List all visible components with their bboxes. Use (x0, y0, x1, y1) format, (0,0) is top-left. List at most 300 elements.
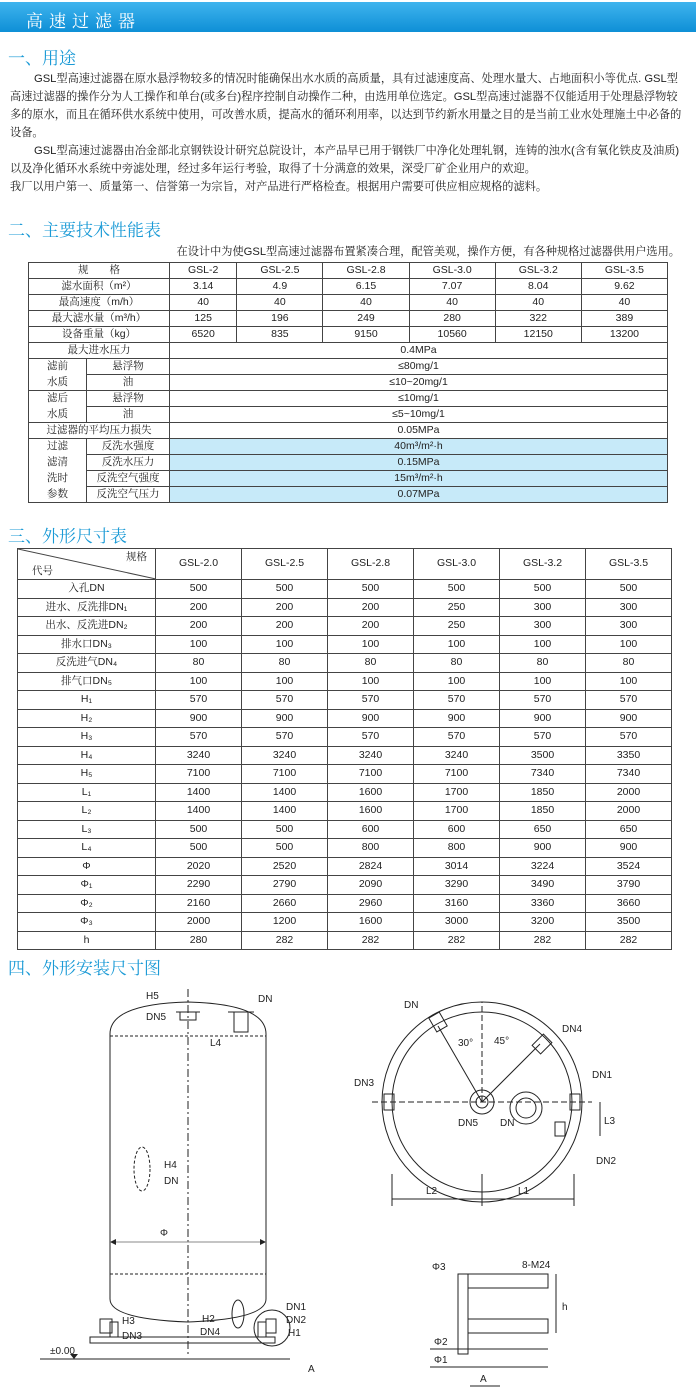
table-cell: 80 (242, 654, 328, 673)
label-dn: DN (258, 994, 273, 1005)
table-cell: 570 (586, 728, 672, 747)
row-label: 最大滤水量（m³/h） (29, 311, 170, 327)
table-cell: 650 (500, 820, 586, 839)
vessel-side-view (40, 989, 290, 1359)
table-cell: 900 (586, 839, 672, 858)
dn-nozzle-top (429, 1012, 447, 1032)
table-cell: 2290 (156, 876, 242, 895)
table-cell: 125 (170, 311, 237, 327)
table-cell: 12150 (495, 327, 581, 343)
corner-code-label: 代号 (32, 565, 53, 577)
table-cell: 3490 (500, 876, 586, 895)
table-row (18, 549, 672, 580)
table-cell: 900 (500, 839, 586, 858)
table-row (18, 765, 672, 784)
table-row (18, 839, 672, 858)
dn1-nozzle (266, 1319, 276, 1333)
table-cell: 1850 (500, 802, 586, 821)
table-cell: 282 (586, 931, 672, 950)
detail-column (458, 1274, 468, 1354)
label-dn5-top: DN5 (458, 1118, 479, 1129)
table-cell: 3000 (414, 913, 500, 932)
table-cell: 100 (414, 672, 500, 691)
table-cell: 1600 (328, 913, 414, 932)
model-header: GSL-3.5 (581, 263, 667, 279)
table-cell: 322 (495, 311, 581, 327)
table-cell: 2824 (328, 857, 414, 876)
label-h4: H4 (164, 1160, 177, 1171)
table-cell: 2090 (328, 876, 414, 895)
row-label: 排气口DN₅ (18, 672, 156, 691)
table-cell: 9.62 (581, 279, 667, 295)
label-h: h (562, 1302, 568, 1313)
support-leg-left (110, 1322, 118, 1337)
table-cell: 100 (500, 635, 586, 654)
row-label: 油 (87, 407, 170, 423)
title-bar (0, 2, 696, 32)
table-cell: 0.07MPa (170, 487, 668, 503)
table-cell: 900 (500, 709, 586, 728)
group-label: 滤清 (29, 455, 87, 471)
row-label: h (18, 931, 156, 950)
row-label: L₂ (18, 802, 156, 821)
row-label: 反洗水压力 (87, 455, 170, 471)
label-phi3: Φ3 (432, 1262, 446, 1273)
label-l1: L1 (518, 1186, 530, 1197)
label-bolt: 8-M24 (522, 1260, 551, 1271)
table-cell: 6.15 (323, 279, 409, 295)
table-row (29, 471, 668, 487)
table-row (18, 931, 672, 950)
table-row (29, 295, 668, 311)
corner-header (18, 549, 156, 580)
label-l2: L2 (426, 1186, 438, 1197)
label-dn-top-2: DN (500, 1118, 515, 1129)
table-cell: 570 (500, 728, 586, 747)
group-label: 洗时 (29, 471, 87, 487)
table-cell: 900 (242, 709, 328, 728)
table-cell: 7340 (586, 765, 672, 784)
model-header: GSL-2.0 (156, 549, 242, 580)
label-dn2: DN2 (286, 1315, 307, 1326)
section2-heading: 二、主要技术性能表 (8, 221, 161, 241)
table-cell: 570 (328, 691, 414, 710)
dimension-table (17, 548, 672, 950)
table-cell: 100 (586, 635, 672, 654)
table-cell: 200 (328, 617, 414, 636)
table-row (29, 343, 668, 359)
row-label: Φ (18, 857, 156, 876)
row-label: L₃ (18, 820, 156, 839)
table-cell: 500 (242, 820, 328, 839)
group-label: 过滤 (29, 439, 87, 455)
row-label: 反洗进气DN₄ (18, 654, 156, 673)
label-dn5: DN5 (146, 1012, 167, 1023)
table-row (29, 359, 668, 375)
table-cell: 282 (328, 931, 414, 950)
table-cell: 3014 (414, 857, 500, 876)
table-cell: 570 (242, 691, 328, 710)
table-cell: 0.4MPa (170, 343, 668, 359)
table-cell: ≤80mg/1 (170, 359, 668, 375)
table-cell: 3524 (586, 857, 672, 876)
table-cell: 389 (581, 311, 667, 327)
table-cell: 7100 (414, 765, 500, 784)
table-row (18, 672, 672, 691)
label-dn4-top: DN4 (562, 1024, 583, 1035)
table-cell: 2160 (156, 894, 242, 913)
table-cell: 570 (586, 691, 672, 710)
label-dn-top: DN (404, 1000, 419, 1011)
row-label: 滤水面积（m²） (29, 279, 170, 295)
table-row (29, 279, 668, 295)
table-cell: 100 (500, 672, 586, 691)
table-cell: 200 (242, 617, 328, 636)
detail-a-circle (254, 1310, 290, 1346)
table-cell: 0.15MPa (170, 455, 668, 471)
table-cell: 1400 (156, 783, 242, 802)
label-dn4: DN4 (200, 1327, 221, 1338)
table-cell: 2000 (156, 913, 242, 932)
section1-paragraph-2: GSL型高速过滤器由冶金部北京钢铁设计研究总院设计，本产品早已用于钢铁厂中净化处理轧钢，连铸的浊水(含有氧化铁皮及油质)以及净化循环水系统中旁滤处理，经过多年运行考验，取得了十分满意的效果，深受厂矿企业用户的欢迎。 (10, 145, 680, 175)
row-label: Φ₃ (18, 913, 156, 932)
row-label: 反洗水强度 (87, 439, 170, 455)
table-cell: 3.14 (170, 279, 237, 295)
row-label: Φ₂ (18, 894, 156, 913)
label-h3: H3 (122, 1316, 135, 1327)
table-row (29, 311, 668, 327)
installation-drawing (0, 974, 696, 1394)
label-l4: L4 (210, 1038, 222, 1049)
table-cell: 282 (242, 931, 328, 950)
model-header: GSL-3.0 (409, 263, 495, 279)
row-label: 设备重量（kg） (29, 327, 170, 343)
table-cell: 300 (500, 598, 586, 617)
table-cell: ≤10mg/1 (170, 391, 668, 407)
model-header: GSL-3.2 (495, 263, 581, 279)
table-cell: 100 (242, 635, 328, 654)
table-cell: 1700 (414, 783, 500, 802)
row-label: 最大进水压力 (29, 343, 170, 359)
table-cell: 200 (156, 617, 242, 636)
table-cell: 3240 (156, 746, 242, 765)
table-cell: 3240 (414, 746, 500, 765)
dn-nozzle (234, 1012, 248, 1032)
table-cell: 900 (414, 709, 500, 728)
table-row (18, 635, 672, 654)
row-label: 出水、反洗进DN₂ (18, 617, 156, 636)
table-row (29, 327, 668, 343)
table-cell: ≤10~20mg/1 (170, 375, 668, 391)
table-cell: 500 (586, 580, 672, 599)
table-cell: 2520 (242, 857, 328, 876)
table-cell: 800 (414, 839, 500, 858)
model-header: GSL-2 (170, 263, 237, 279)
table-cell: 282 (414, 931, 500, 950)
label-zero: ±0.00 (50, 1346, 75, 1357)
row-label: H₅ (18, 765, 156, 784)
label-dn3: DN3 (122, 1331, 143, 1342)
table-cell: 280 (156, 931, 242, 950)
row-label: H₁ (18, 691, 156, 710)
row-label: 进水、反洗排DN₁ (18, 598, 156, 617)
table-cell: 570 (414, 691, 500, 710)
table-cell: 100 (586, 672, 672, 691)
table-cell: 600 (414, 820, 500, 839)
table-row (18, 580, 672, 599)
table-cell: 200 (242, 598, 328, 617)
table-cell: 1600 (328, 783, 414, 802)
table-row (18, 709, 672, 728)
table-cell: 2000 (586, 802, 672, 821)
table-cell: 40m³/m²·h (170, 439, 668, 455)
dn4-port (232, 1300, 244, 1328)
manhole-circle (510, 1092, 542, 1124)
table-row (18, 894, 672, 913)
table-row (29, 455, 668, 471)
row-label: 最高速度（m/h） (29, 295, 170, 311)
table-cell: 250 (414, 617, 500, 636)
label-dn1-top: DN1 (592, 1070, 613, 1081)
table-cell: 9150 (323, 327, 409, 343)
table-cell: 3240 (242, 746, 328, 765)
table-row (18, 857, 672, 876)
row-label: 排水口DN₃ (18, 635, 156, 654)
row-label: 油 (87, 375, 170, 391)
label-dn2-top: DN2 (596, 1156, 617, 1167)
table-cell: 100 (242, 672, 328, 691)
table-cell: 40 (409, 295, 495, 311)
model-header: GSL-3.2 (500, 549, 586, 580)
section2-note: 在设计中为使GSL型高速过滤器布置紧凑合理，配管美观，操作方便，有各种规格过滤器供用户选用。 (176, 246, 680, 258)
table-cell: 3660 (586, 894, 672, 913)
support-leg-right (258, 1322, 266, 1337)
corner-spec-label: 规格 (126, 551, 147, 563)
section3-heading: 三、外形尺寸表 (8, 527, 127, 547)
table-cell: 1850 (500, 783, 586, 802)
model-header: GSL-3.0 (414, 549, 500, 580)
label-h2: H2 (202, 1314, 215, 1325)
table-cell: 570 (500, 691, 586, 710)
table-cell: 3200 (500, 913, 586, 932)
table-cell: 100 (328, 635, 414, 654)
table-cell: 1400 (242, 802, 328, 821)
manhole-inner (516, 1098, 536, 1118)
table-cell: 300 (586, 598, 672, 617)
table-row (18, 746, 672, 765)
table-cell: 1400 (242, 783, 328, 802)
spec-header-cell: 规 格 (29, 263, 170, 279)
table-cell: 500 (156, 820, 242, 839)
group-label: 滤后 (29, 391, 87, 407)
table-cell: 7100 (242, 765, 328, 784)
table-cell: 1700 (414, 802, 500, 821)
table-cell: 570 (156, 691, 242, 710)
label-h1: H1 (288, 1328, 301, 1339)
table-row (29, 375, 668, 391)
table-cell: 3224 (500, 857, 586, 876)
table-row (18, 783, 672, 802)
table-cell: 500 (500, 580, 586, 599)
section1-paragraph-1: GSL型高速过滤器在原水悬浮物较多的情况时能确保出水水质的高质量，具有过滤速度高、处理水量大、占地面积小等优点. GSL型高速过滤器的操作分为人工操作和单台(或多台)程序控制自动操作二种，由选用单位选定。GSL型高速过滤器不仅能适用于处理悬浮物较多的原水，而且在循环供水系统中使用，可改善水质，提高水的循环利用率，以达到节约新水用量之目的是当前工业水处理施土中必备的设备。 (10, 73, 682, 139)
table-cell: 280 (409, 311, 495, 327)
table-row (18, 876, 672, 895)
label-h5: H5 (146, 991, 159, 1002)
table-cell: 8.04 (495, 279, 581, 295)
table-cell: 3240 (328, 746, 414, 765)
table-cell: 900 (328, 709, 414, 728)
label-section-a: A (480, 1374, 487, 1385)
table-cell: 40 (323, 295, 409, 311)
table-cell: 100 (328, 672, 414, 691)
table-cell: 300 (500, 617, 586, 636)
table-row (29, 423, 668, 439)
detail-top-flange (468, 1274, 548, 1288)
table-cell: 40 (495, 295, 581, 311)
table-cell: 80 (500, 654, 586, 673)
table-cell: 4.9 (237, 279, 323, 295)
table-cell: 650 (586, 820, 672, 839)
table-row (18, 617, 672, 636)
section1-heading: 一、用途 (8, 49, 76, 69)
table-cell: 200 (156, 598, 242, 617)
table-cell: 1400 (156, 802, 242, 821)
table-cell: 13200 (581, 327, 667, 343)
table-cell: 500 (156, 839, 242, 858)
label-dn1: DN1 (286, 1302, 307, 1313)
table-row (29, 407, 668, 423)
row-label: 悬浮物 (87, 359, 170, 375)
model-header: GSL-2.5 (242, 549, 328, 580)
model-header: GSL-2.5 (237, 263, 323, 279)
table-cell: 0.05MPa (170, 423, 668, 439)
table-row (29, 391, 668, 407)
table-cell: 250 (414, 598, 500, 617)
table-cell: 80 (586, 654, 672, 673)
table-cell: 40 (581, 295, 667, 311)
table-cell: 2960 (328, 894, 414, 913)
manhole-side (134, 1147, 150, 1191)
table-cell: 40 (237, 295, 323, 311)
table-row (18, 691, 672, 710)
label-l3: L3 (604, 1116, 616, 1127)
dn4-nozzle-top (532, 1034, 552, 1054)
table-cell: 835 (237, 327, 323, 343)
label-phi1: Φ1 (434, 1355, 448, 1366)
table-cell: 80 (414, 654, 500, 673)
table-row (18, 913, 672, 932)
label-dn3-top: DN3 (354, 1078, 375, 1089)
group-label: 水质 (29, 407, 87, 423)
table-row (18, 802, 672, 821)
row-label: H₂ (18, 709, 156, 728)
table-cell: 200 (328, 598, 414, 617)
table-cell: 900 (156, 709, 242, 728)
table-cell: 900 (586, 709, 672, 728)
row-label: 悬浮物 (87, 391, 170, 407)
detail-base (468, 1319, 548, 1333)
table-cell: 2000 (586, 783, 672, 802)
table-cell: 3500 (500, 746, 586, 765)
table-cell: 570 (156, 728, 242, 747)
row-label: Φ₁ (18, 876, 156, 895)
row-label: L₁ (18, 783, 156, 802)
table-cell: 300 (586, 617, 672, 636)
page-title: 高速过滤器 (26, 12, 141, 32)
table-cell: 570 (242, 728, 328, 747)
table-cell: 500 (242, 580, 328, 599)
tech-spec-table (28, 262, 668, 503)
table-cell: 40 (170, 295, 237, 311)
label-a: A (308, 1364, 315, 1375)
table-cell: 249 (323, 311, 409, 327)
row-label: 反洗空气压力 (87, 487, 170, 503)
table-row (18, 728, 672, 747)
table-row (18, 820, 672, 839)
table-cell: 3350 (586, 746, 672, 765)
table-cell: 3160 (414, 894, 500, 913)
table-row (29, 439, 668, 455)
table-cell: 570 (328, 728, 414, 747)
table-cell: 7.07 (409, 279, 495, 295)
label-phi2: Φ2 (434, 1337, 448, 1348)
table-cell: 500 (156, 580, 242, 599)
table-cell: 500 (328, 580, 414, 599)
detail-a-view (430, 1274, 556, 1386)
table-cell: 6520 (170, 327, 237, 343)
table-cell: ≤5~10mg/1 (170, 407, 668, 423)
table-cell: 3500 (586, 913, 672, 932)
group-label: 参数 (29, 487, 87, 503)
row-label: L₄ (18, 839, 156, 858)
table-row (18, 598, 672, 617)
table-cell: 1600 (328, 802, 414, 821)
section4-heading: 四、外形安装尺寸图 (8, 959, 161, 979)
row-label: 反洗空气强度 (87, 471, 170, 487)
group-label: 水质 (29, 375, 87, 391)
table-cell: 3290 (414, 876, 500, 895)
table-cell: 100 (156, 635, 242, 654)
table-cell: 282 (500, 931, 586, 950)
table-cell: 10560 (409, 327, 495, 343)
label-phi: Φ (160, 1228, 168, 1239)
table-cell: 2660 (242, 894, 328, 913)
label-45: 45° (494, 1036, 510, 1047)
model-header: GSL-3.5 (586, 549, 672, 580)
model-header: GSL-2.8 (328, 549, 414, 580)
model-header: GSL-2.8 (323, 263, 409, 279)
table-row (29, 487, 668, 503)
table-cell: 7340 (500, 765, 586, 784)
table-cell: 3790 (586, 876, 672, 895)
table-cell: 15m³/m²·h (170, 471, 668, 487)
table-cell: 7100 (156, 765, 242, 784)
table-cell: 80 (156, 654, 242, 673)
table-cell: 196 (237, 311, 323, 327)
table-cell: 800 (328, 839, 414, 858)
row-label: H₃ (18, 728, 156, 747)
dn2-nozzle-top (555, 1122, 565, 1136)
table-cell: 600 (328, 820, 414, 839)
table-cell: 2790 (242, 876, 328, 895)
table-row (29, 263, 668, 279)
table-cell: 80 (328, 654, 414, 673)
label-30: 30° (458, 1038, 474, 1049)
section1-paragraph-3: 我厂以用户第一、质量第一、信誉第一为宗旨，对产品进行严格检查。根据用户需要可供应相应规格的滤料。 (10, 181, 548, 193)
table-cell: 100 (156, 672, 242, 691)
table-cell: 500 (242, 839, 328, 858)
label-dn-side: DN (164, 1176, 179, 1187)
